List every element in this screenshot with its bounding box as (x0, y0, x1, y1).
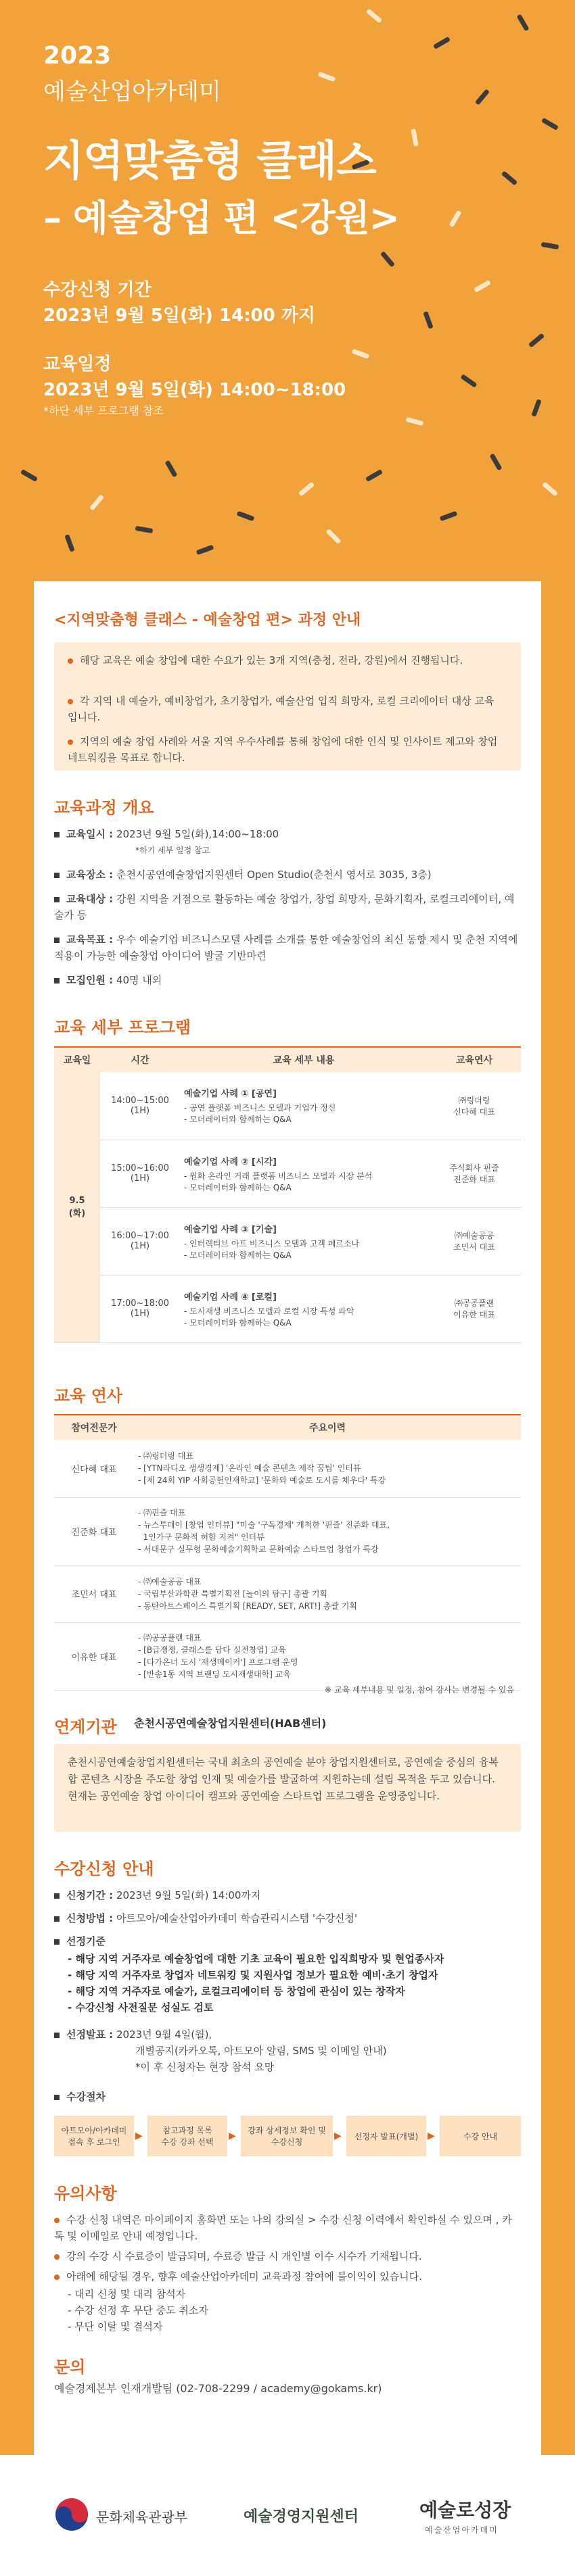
apply-title: 수강신청 안내 (54, 1860, 154, 1878)
dash-decoration (475, 89, 490, 105)
dash-decoration (423, 311, 433, 329)
dash-decoration (196, 545, 214, 555)
period-value: 2023년 9월 5일(화) 14:00 까지 (43, 306, 315, 326)
dash-decoration (20, 469, 38, 482)
dash-decoration (528, 333, 545, 347)
arrow-right-icon: ▶ (334, 2131, 342, 2141)
partner-org: 춘천시공연예술창업지원센터(HAB센터) (134, 1717, 327, 1730)
session-time: 15:00~16:00 (1H) (100, 1140, 180, 1207)
square-bullet-icon (54, 2095, 60, 2100)
contact-title: 문의 (54, 2358, 86, 2377)
session-content: 예술기업 사례 ① [공연] - 공연 플랫폼 비즈니스 모델과 기업가 정신 - 모더레이터와 함께하는 Q&A (180, 1072, 428, 1140)
bullet-icon (54, 2275, 60, 2280)
dash-decoration (541, 242, 559, 249)
speaker-career: - ㈜공공플랜 대표 - [B급쟁쟁, 클래스를 담다 실전창업] 교육 - [다가온너 도시 '재생메이커'] 프로그램 운영 - [반송1동 지역 브랜딩 도시재생대학] 교육 (134, 1622, 521, 1690)
notice-item: 수강 신청 내역은 마이페이지 홈화면 또는 나의 강의실 > 수강 신청 이력에서 확인하실 수 있으며 , 카톡 및 이메일로 안내 예정입니다. (54, 2214, 512, 2242)
session-speaker: ㈜공공플랜 이유한 대표 (428, 1275, 521, 1342)
ministry-name: 문화체육관광부 (96, 2509, 188, 2525)
notice-item: 아래에 해당될 경우, 향후 예술산업아카데미 교육과정 참여에 불이익이 있습니다. (54, 2268, 521, 2285)
dash-decoration (325, 529, 341, 544)
overview-row: 교육일시 : 2023년 9월 5일(화),14:00~18:00 (54, 826, 521, 842)
square-bullet-icon (54, 978, 60, 983)
table-header-row (54, 1415, 521, 1440)
schedule-label: 교육일정 (43, 354, 112, 374)
overview-row: 교육대상 : 강원 지역을 거점으로 활동하는 예술 창업가, 창업 희망자, 문화기획자, 로컬크리에이터, 예술가 등 (54, 893, 515, 921)
dash-decoration (440, 511, 458, 521)
arrow-right-icon: ▶ (135, 2131, 143, 2141)
square-bullet-icon (54, 1939, 60, 1945)
academy-logo: 예술로성장 (419, 2499, 511, 2521)
square-bullet-icon (54, 873, 60, 878)
session-content: 예술기업 사례 ② [시각] - 원화 온라인 거래 플랫폼 비즈니스 모델과 시장 분석 - 모더레이터와 함께하는 Q&A (180, 1140, 428, 1207)
period-label: 수강신청 기간 (43, 280, 152, 300)
speakers-note: ※ 교육 세부내용 및 일정, 참여 강사는 변경될 수 있음 (325, 1685, 515, 1695)
schedule-note: *하단 세부 프로그램 참조 (43, 404, 164, 417)
program-date: 9.5 (화) (54, 1072, 100, 1342)
process-label: 수강절차 (54, 2089, 106, 2105)
dash-decoration (64, 534, 74, 552)
speaker-name: 이유한 대표 (54, 1622, 134, 1690)
header-title-line2: – 예술창업 편 <강원> (43, 197, 400, 239)
program-table (54, 1046, 521, 1343)
dash-decoration (89, 494, 104, 510)
apply-method: 신청방법 : 아트모아/예술산업아카데미 학습관리시스템 '수강신청' (54, 1910, 357, 1926)
process-step: 강좌 상세정보 확인 및 수강신청 (241, 2116, 333, 2156)
table-row (54, 1072, 521, 1140)
dash-decoration (501, 170, 518, 185)
th-date: 교육일 (54, 1047, 100, 1072)
dash-decoration (516, 14, 529, 31)
dash-decoration (352, 349, 370, 359)
dash-decoration (380, 251, 395, 267)
apply-criteria-label: 선정기준 (54, 1933, 106, 1949)
session-speaker: ㈜예술공공 조민서 대표 (428, 1207, 521, 1275)
criteria-item: - 해당 지역 거주자로 창업자 네트워킹 및 지원사업 정보가 필요한 예비·초기 창업자 (68, 1969, 438, 1981)
speakers-table (54, 1414, 521, 1691)
dash-decoration (460, 374, 477, 388)
intro-item: 지역의 예술 창업 사례와 서울 지역 우수사례를 통해 창업에 대한 인식 및 인사이트 제고와 창업 네트워킹을 목표로 합니다. (68, 735, 498, 764)
schedule-value: 2023년 9월 5일(화) 14:00~18:00 (43, 380, 346, 400)
th-time: 시간 (100, 1047, 180, 1072)
table-row (54, 1275, 521, 1342)
gokams-logo: 예술경영지원센터 (244, 2508, 359, 2525)
table-row (54, 1622, 521, 1690)
bullet-icon (54, 2218, 60, 2223)
dash-decoration (406, 417, 424, 426)
overview-row: 교육장소 : 춘천시공연예술창업지원센터 Open Studio(춘천시 영서로 3035, 3층) (54, 867, 521, 883)
square-bullet-icon (54, 897, 60, 902)
overview-sub: *하기 세부 일정 참고 (135, 846, 210, 855)
speaker-career: - ㈜핀즐 대표 - 뉴스투데이 [창업 인터뷰] "미술 '구독경제' 개척한 '핀즐' 진준화 대표, 1인가구 문화적 허함 지켜" 인터뷰 - 서대문구 실무형 문화예술기획학교 문화예술 스타트업 창업가 특강 (134, 1497, 521, 1565)
th-career: 주요이력 (134, 1415, 521, 1440)
notice-sub: - 무단 이탈 및 결석자 (68, 2320, 163, 2333)
dash-decoration (541, 118, 559, 130)
square-bullet-icon (54, 1893, 60, 1899)
speaker-name: 진준화 대표 (54, 1497, 134, 1565)
header-year: 2023 (43, 42, 112, 70)
session-time: 17:00~18:00 (1H) (100, 1275, 180, 1342)
program-title: 교육 세부 프로그램 (54, 1018, 191, 1037)
dash-decoration (474, 280, 491, 293)
process-step: 아트모아/아카데미 접속 후 로그인 (54, 2116, 134, 2156)
dash-decoration (531, 399, 541, 417)
taegeuk-icon (54, 2497, 89, 2532)
arrow-right-icon: ▶ (428, 2131, 435, 2141)
bullet-icon (68, 658, 73, 664)
dash-decoration (237, 511, 255, 521)
dash-decoration (433, 37, 451, 49)
criteria-item: - 수강신청 사전질문 성실도 검토 (68, 2001, 214, 2014)
header-org: 예술산업아카데미 (43, 78, 221, 105)
speakers-title: 교육 연사 (54, 1386, 123, 1405)
intro-title: <지역맞춤형 클래스 - 예술창업 편> 과정 안내 (54, 612, 361, 629)
dash-decoration (135, 526, 154, 533)
session-time: 16:00~17:00 (1H) (100, 1207, 180, 1275)
speaker-name: 신다혜 대표 (54, 1440, 134, 1497)
dash-decoration (298, 481, 315, 496)
process-step: 선정자 발표(개별) (346, 2116, 426, 2156)
table-header-row (54, 1047, 521, 1072)
dash-decoration (318, 72, 336, 82)
speaker-career: - ㈜링더링 대표 - [YTN라디오 생생경제] '온라인 예술 콘텐츠 제작 꿈팁' 인터뷰 - [제 24회 YIP 사회공헌인재학교] '문화와 예술로 도시를 채우다' 특강 (134, 1440, 521, 1497)
process-step: 참고과정 목록 수강 강좌 선택 (147, 2116, 227, 2156)
overview-row: 교육목표 : 우수 예술기업 비즈니스모델 사례를 소개를 통한 예술창업의 최신 동향 제시 및 춘천 지역에 적용이 가능한 예술창업 아이디어 발굴 기반마련 (54, 933, 518, 962)
session-speaker: 주식회사 핀즐 진준화 대표 (428, 1140, 521, 1207)
criteria-item: - 해당 지역 거주자로 예술가, 로컬크리에이터 등 창업에 관심이 있는 창작자 (68, 1985, 405, 1997)
square-bullet-icon (54, 938, 60, 943)
session-content: 예술기업 사례 ④ [로컬] - 도시재생 비즈니스 모델과 로컬 시장 특성 파악 - 모더레이터와 함께하는 Q&A (180, 1275, 428, 1342)
notice-sub: - 대리 신청 및 대리 참석자 (68, 2288, 186, 2300)
speaker-name: 조민서 대표 (54, 1565, 134, 1622)
dash-decoration (365, 469, 383, 482)
session-time: 14:00~15:00 (1H) (100, 1072, 180, 1140)
header-banner (0, 0, 575, 561)
th-speaker: 교육연사 (428, 1047, 521, 1072)
academy-logo-sub: 예술산업아카데미 (425, 2525, 499, 2535)
table-row (54, 1440, 521, 1497)
intro-item: 해당 교육은 예술 창업에 대한 수요가 있는 3개 지역(충청, 전라, 강원)에서 진행됩니다. (68, 652, 501, 669)
footer (0, 2455, 575, 2576)
dash-decoration (366, 8, 382, 23)
header-title-line1: 지역맞춤형 클래스 (43, 136, 376, 185)
square-bullet-icon (54, 1916, 60, 1922)
dash-decoration (448, 210, 461, 227)
process-step: 수강 안내 (440, 2116, 521, 2156)
announce-line: *이 후 신청자는 현장 참석 요망 (135, 2061, 275, 2073)
speaker-career: - ㈜예술공공 대표 - 국립부산과학관 특별기획전 [놀이의 탐구] 총괄 기획 - 동탄아트스페이스 특별기획 [READY, SET, ART!] 총괄 기획 (134, 1565, 521, 1622)
overview-row: 모집인원 : 40명 내외 (54, 972, 521, 988)
criteria-item: - 해당 지역 거주자로 예술창업에 대한 기초 교육이 필요한 입직희망자 및 현업종사자 (68, 1953, 444, 1965)
th-content: 교육 세부 내용 (180, 1047, 428, 1072)
contact-value: 예술경제본부 인재개발팀 (02-708-2299 / academy@gokams.kr) (54, 2382, 382, 2395)
apply-announce: 선정발표 : 2023년 9월 4일(월), (54, 2026, 212, 2043)
notice-title: 유의사항 (54, 2184, 117, 2203)
apply-period: 신청기간 : 2023년 9월 5일(화) 14:00까지 (54, 1887, 260, 1903)
bullet-icon (68, 739, 73, 745)
partner-desc: 춘천시공연예술창업지원센터는 국내 최초의 공연예술 분야 창업지원센터로, 공연예술 중심의 융복합 콘텐츠 시장을 주도할 창업 인재 및 예술가를 발굴하여 지원하는데 설립 목적을 두고 있습니다. 현재는 공연예술 창업 아이디어 캠프와 공연예술 스타트업 프로그램을 운영중입니다. (68, 1756, 499, 1802)
th-expert: 참여전문가 (54, 1415, 134, 1440)
notice-item: 강의 수강 시 수료증이 발급되며, 수료증 발급 시 개인별 이수 시수가 기재됩니다. (54, 2248, 521, 2264)
intro-item: 각 지역 내 예술가, 예비창업가, 초기창업가, 예술산업 입직 희망자, 로컬 크리에이터 대상 교육입니다. (68, 695, 495, 723)
bullet-icon (54, 2254, 60, 2260)
arrow-right-icon: ▶ (229, 2131, 236, 2141)
dash-decoration (164, 460, 177, 477)
process-flow (54, 2116, 521, 2156)
bullet-icon (68, 699, 73, 704)
table-row (54, 1565, 521, 1622)
session-speaker: ㈜링더링 신다혜 대표 (428, 1072, 521, 1140)
table-row (54, 1207, 521, 1275)
overview-title: 교육과정 개요 (54, 798, 154, 817)
session-content: 예술기업 사례 ③ [기술] - 인터랙티브 아트 비즈니스 모델과 고객 페르소나 - 모더레이터와 함께하는 Q&A (180, 1207, 428, 1275)
dash-decoration (542, 481, 558, 496)
ministry-logo (54, 2497, 89, 2532)
table-row (54, 1140, 521, 1207)
dash-decoration (411, 128, 418, 147)
dash-decoration (489, 453, 502, 470)
table-row (54, 1497, 521, 1565)
square-bullet-icon (54, 832, 60, 837)
announce-line: 개별공지(카카오톡, 아트모아 알림, SMS 및 이메일 안내) (135, 2045, 387, 2057)
square-bullet-icon (54, 2033, 60, 2038)
partner-title: 연계기관 (54, 1718, 117, 1736)
notice-sub: - 수강 선정 후 무단 중도 취소자 (68, 2304, 208, 2316)
